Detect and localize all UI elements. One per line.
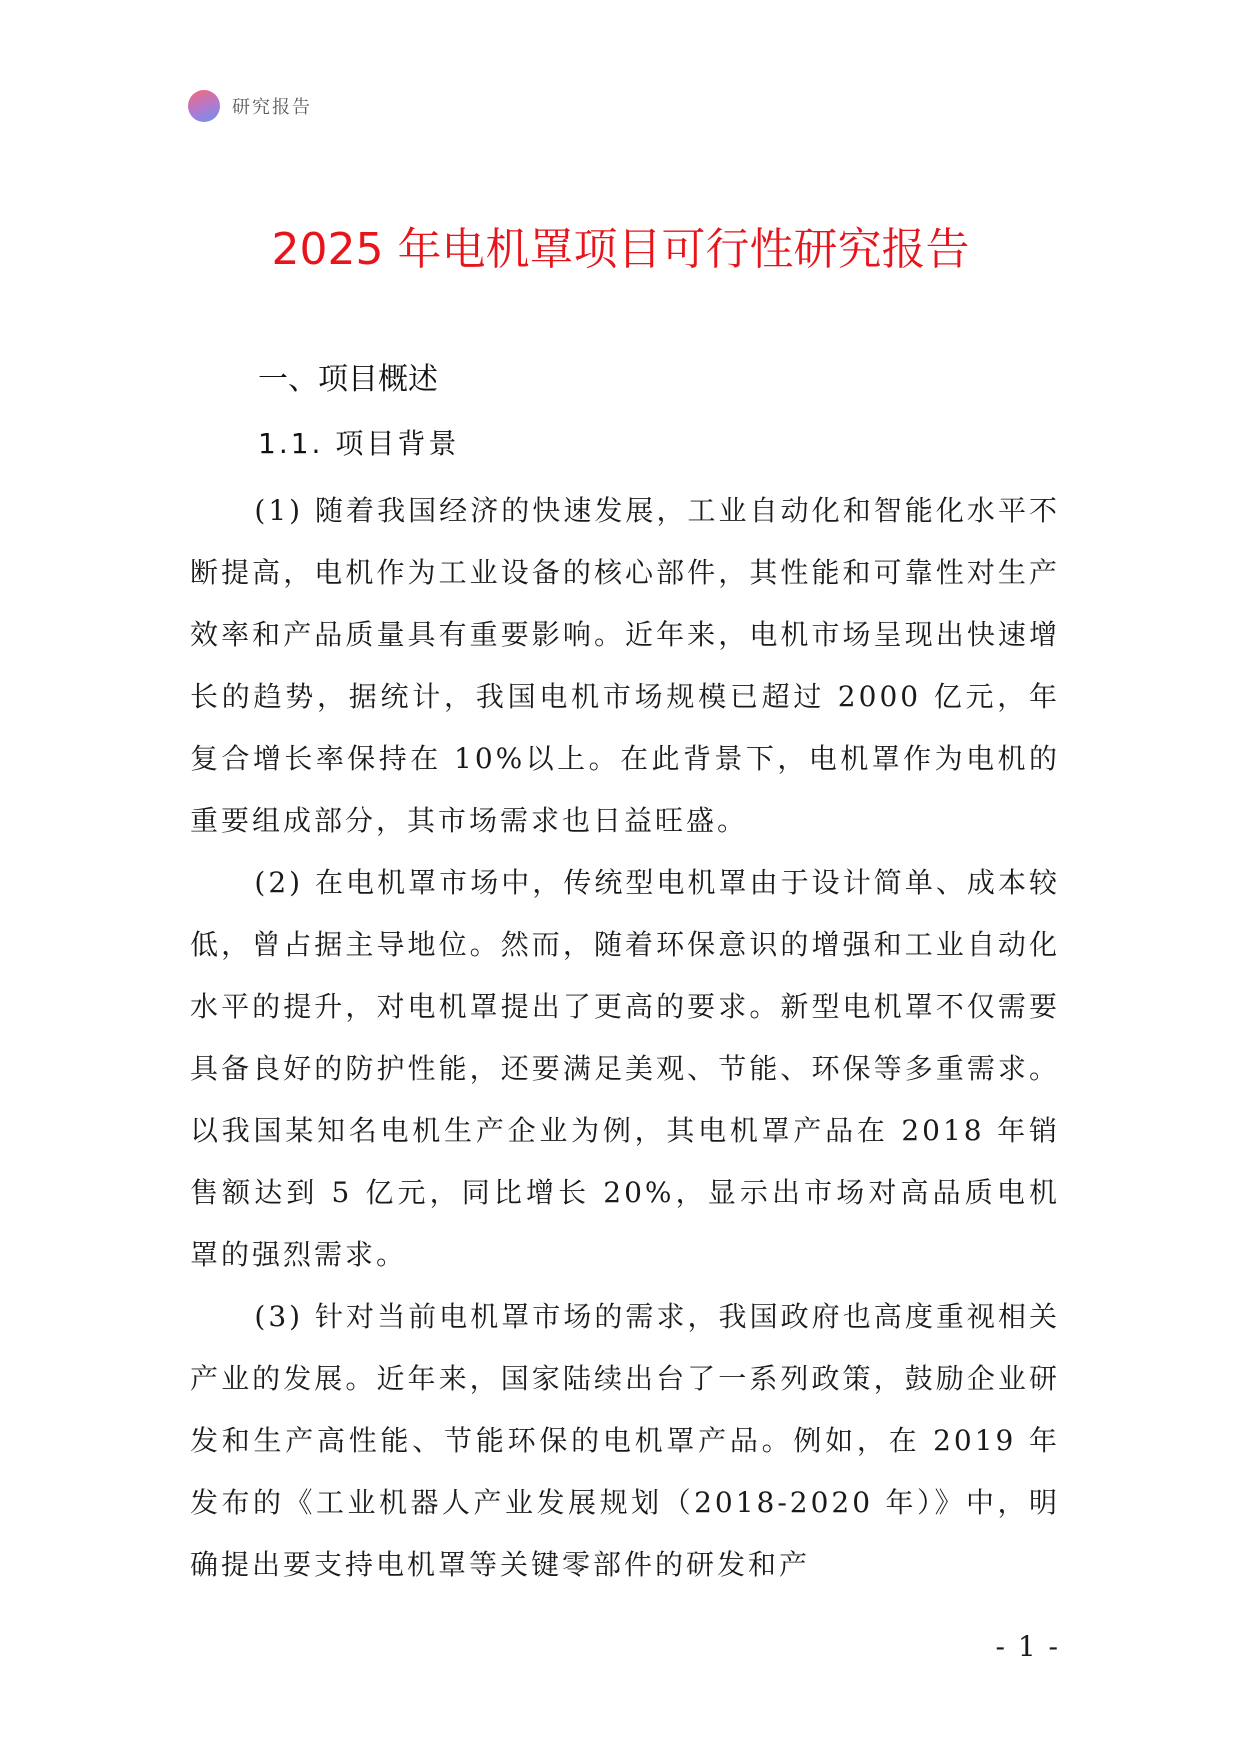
paragraph-3: (3) 针对当前电机罩市场的需求，我国政府也高度重视相关产业的发展。近年来，国家陆续出台了一系列政策，鼓励企业研发和生产高性能、节能环保的电机罩产品。例如，在 2019 年发布的《工业机器人产业发展规划（2018-2020 年）》中，明确提出要支持电机罩等关键零部件的研发和产 <box>190 1300 1060 1581</box>
sub-heading: 1.1. 项目背景 <box>258 427 460 460</box>
page-number: - 1 - <box>995 1630 1060 1663</box>
report-logo-icon <box>188 90 220 122</box>
paragraph-2: (2) 在电机罩市场中，传统型电机罩由于设计简单、成本较低，曾占据主导地位。然而，随着环保意识的增强和工业自动化水平的提升，对电机罩提出了更高的要求。新型电机罩不仅需要具备良好的防护性能，还要满足美观、节能、环保等多重需求。以我国某知名电机生产企业为例，其电机罩产品在 2018 年销售额达到 5 亿元，同比增长 20%，显示出市场对高品质电机罩的强烈需求。 <box>190 866 1060 1271</box>
section-heading: 一、项目概述 <box>258 362 438 397</box>
document-title: 2025 年电机罩项目可行性研究报告 <box>271 224 970 275</box>
paragraph-1: (1) 随着我国经济的快速发展，工业自动化和智能化水平不断提高，电机作为工业设备的核心部件，其性能和可靠性对生产效率和产品质量具有重要影响。近年来，电机市场呈现出快速增长的趋势，据统计，我国电机市场规模已超过 2000 亿元，年复合增长率保持在 10%以上。在此背景下，电机罩作为电机的重要组成部分，其市场需求也日益旺盛。 <box>190 494 1060 837</box>
page-header <box>188 88 312 124</box>
body-text <box>190 480 1060 1596</box>
header-label: 研究报告 <box>232 97 312 118</box>
